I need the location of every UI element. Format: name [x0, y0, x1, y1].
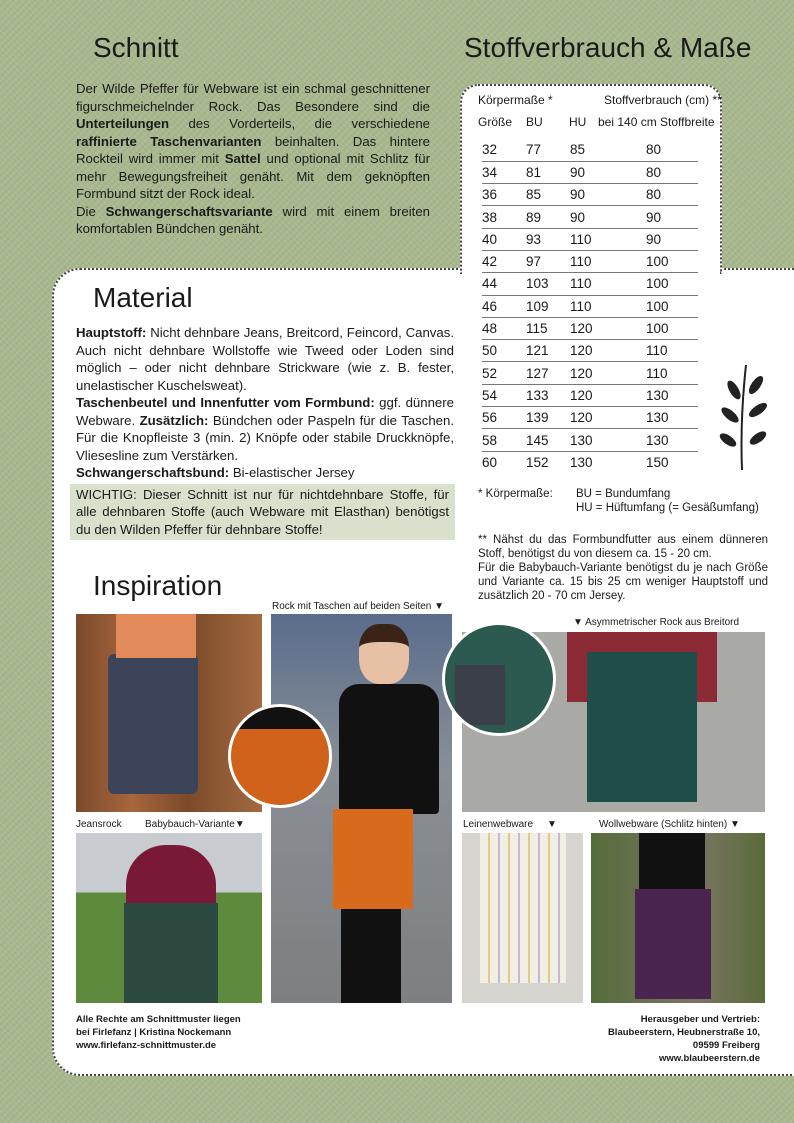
table-cell: 127: [526, 362, 570, 384]
table-cell: 90: [626, 228, 698, 250]
table-row: [482, 206, 698, 228]
table-cell: 42: [482, 250, 526, 272]
table-cell: 130: [570, 429, 626, 451]
stoff-title: Stoffverbrauch & Maße: [464, 32, 752, 63]
table-cell: 110: [626, 340, 698, 362]
table-cell: 77: [526, 139, 570, 161]
table-cell: 100: [626, 295, 698, 317]
caption-woll: Wollwebware (Schlitz hinten) ▼: [599, 819, 740, 830]
caption-baby: Babybauch-Variante▼: [145, 819, 245, 830]
table-cell: 90: [570, 161, 626, 183]
photo-wollware: [591, 833, 765, 1003]
table-cell: 54: [482, 384, 526, 406]
table-row: [482, 273, 698, 295]
table-cell: 152: [526, 455, 549, 471]
material-section: [70, 324, 455, 540]
table-cell: 103: [526, 273, 570, 295]
table-cell: 81: [526, 161, 570, 183]
table-cell: 58: [482, 429, 526, 451]
table-cell: 130: [626, 429, 698, 451]
table-cell: 80: [626, 161, 698, 183]
table-cell: 85: [570, 139, 626, 161]
table-cell: 120: [570, 340, 626, 362]
leaf-branch-icon: [712, 360, 772, 472]
photo-inset-leopard: [228, 704, 332, 808]
footer-right: Herausgeber und Vertrieb: Blaubeerstern, Heubnerstraße 10, 09599 Freiberg www.blaubeerstern.de: [607, 1014, 760, 1064]
table-row: [482, 384, 698, 406]
table-row: [482, 451, 698, 473]
size-table: [482, 139, 698, 473]
table-cell: 46: [482, 295, 526, 317]
caption-jeans: Jeansrock: [76, 819, 122, 830]
table-row: [482, 228, 698, 250]
table-cell: 120: [570, 384, 626, 406]
caption-mid: Rock mit Taschen auf beiden Seiten ▼: [272, 601, 445, 612]
table-cell: 100: [626, 273, 698, 295]
warning-box: WICHTIG: Dieser Schnitt ist nur für nichtdehnbare Stoffe, für alle dehnbaren Stoffe (auch Webware mit Elasthan) benötigst du den Wilden Pfeffer für dehnbare Stoffe!: [70, 484, 455, 541]
table-cell: 130: [570, 455, 593, 471]
table-cell: 40: [482, 228, 526, 250]
table-cell: 115: [526, 317, 570, 339]
material-text: Hauptstoff: Nicht dehnbare Jeans, Breitcord, Feincord, Canvas. Auch nicht dehnbare Wollstoffe wie Tweed oder Loden sind möglich – oder nicht dehnbare Strickware (wie z. B. fester, unelastischer Kuschelsweat). Taschenbeutel und Innenfutter vom Formbund: ggf. dünnere Webware. Zusätzlich: Bündchen oder Paspeln für die Taschen. Für die Knopfleiste 3 (min. 2) Knöpfe oder stabile Druckknöpfe, Vliesesline zum Verstärken. Schwangerschaftsbund: Bi-elastischer Jersey: [76, 325, 454, 480]
notes: * Körpermaße: BU = Bundumfang HU = Hüftumfang (= Gesäßumfang) ** Nähst du das Formbundfutter aus einem dünneren Stoff, benötigst du von diesem ca. 15 - 20 cm. Für die Babybauch-Variante benötigst du je nach Größe und Variante ca. 15 bis 25 cm weniger Hauptstoff und zusätzlich 20 - 70 cm Jersey.: [478, 488, 768, 602]
photo-leinen: [462, 833, 583, 1003]
table-cell: 110: [570, 250, 626, 272]
table-cell: 120: [570, 317, 626, 339]
table-cell: 32: [482, 139, 526, 161]
table-cell: 85: [526, 184, 570, 206]
table-cell: 110: [570, 273, 626, 295]
table-cell: 90: [570, 184, 626, 206]
table-cell: 38: [482, 206, 526, 228]
material-title: Material: [93, 282, 193, 313]
table-cell: 90: [570, 206, 626, 228]
table-cell: 36: [482, 184, 526, 206]
table-cell: 130: [626, 407, 698, 429]
table-row: [482, 295, 698, 317]
table-cell: 150: [646, 455, 669, 471]
schnitt-text: Der Wilde Pfeffer für Webware ist ein schmal geschnittener figurschmeichelnder Rock. Das Besondere sind die Unterteilungen des Vorderteils, die verschiedene raffinierte Taschenvarianten beinhalten. Das hintere Rockteil wird immer mit Sattel und optional mit Schlitz für mehr Bewegungsfreiheit genäht. Mit dem geknöpften Formbund sitzt der Rock ideal. Die Schwangerschaftsvariante wird mit einem breiten komfortablen Bündchen genäht.: [76, 81, 431, 236]
table-cell: 48: [482, 317, 526, 339]
table-cell: 109: [526, 295, 570, 317]
table-cell: 133: [526, 384, 570, 406]
table-cell: 110: [570, 295, 626, 317]
table-cell: 130: [626, 384, 698, 406]
table-cell: 121: [526, 340, 570, 362]
table-cell: 89: [526, 206, 570, 228]
table-cell: 80: [626, 184, 698, 206]
table-cell: 110: [570, 228, 626, 250]
table-cell: 145: [526, 429, 570, 451]
table-cell: 139: [526, 407, 570, 429]
table-row: [482, 407, 698, 429]
inspiration-title: Inspiration: [93, 570, 223, 601]
table-row: [482, 317, 698, 339]
table-cell: 100: [626, 250, 698, 272]
caption-leinen: Leinenwebware ▼: [463, 819, 557, 830]
table-row: [482, 429, 698, 451]
table-cell: 120: [570, 362, 626, 384]
table-cell: 44: [482, 273, 526, 295]
table-row: [482, 184, 698, 206]
schnitt-title: Schnitt: [93, 32, 179, 63]
table-row: [482, 139, 698, 161]
table-row: [482, 161, 698, 183]
table-cell: 100: [626, 317, 698, 339]
table-cell: 120: [570, 407, 626, 429]
table-cell: 80: [626, 139, 698, 161]
table-row: [482, 362, 698, 384]
table-row: [482, 250, 698, 272]
table-row: [482, 340, 698, 362]
footer-left: Alle Rechte am Schnittmuster liegen bei Firlefanz | Kristina Nockemann www.firlefanz-schnittmuster.de: [76, 1014, 241, 1051]
caption-asym: ▼ Asymmetrischer Rock aus Breitord: [573, 617, 740, 628]
table-cell: 34: [482, 161, 526, 183]
photo-mid: [271, 614, 452, 1003]
table-cell: 110: [626, 362, 698, 384]
table-cell: 50: [482, 340, 526, 362]
table-cell: 56: [482, 407, 526, 429]
table-cell: 97: [526, 250, 570, 272]
table-cell: 90: [626, 206, 698, 228]
table-cell: 52: [482, 362, 526, 384]
photo-inset-pocket: [442, 622, 556, 736]
table-header: Körpermaße * Stoffverbrauch (cm) ** Größe BU HU bei 140 cm Stoffbreite: [478, 93, 722, 129]
table-cell: 93: [526, 228, 570, 250]
photo-babybauch: [76, 833, 262, 1003]
table-cell: 60: [482, 455, 498, 471]
